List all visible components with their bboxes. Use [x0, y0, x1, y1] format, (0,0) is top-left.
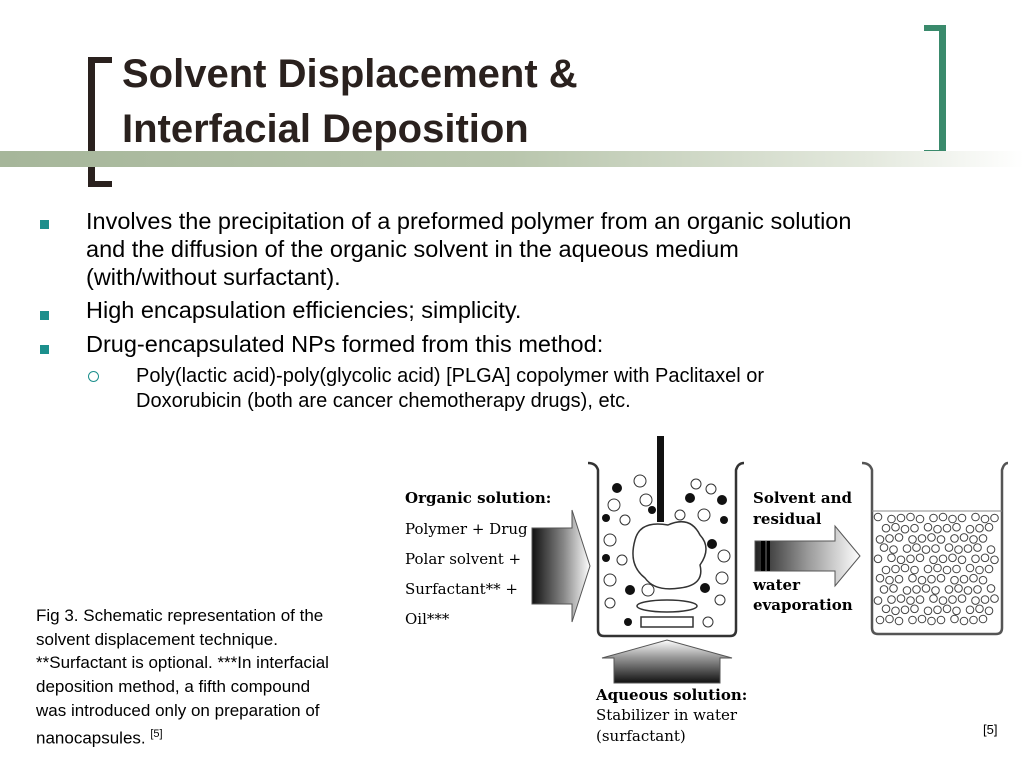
nanoparticle-icon — [892, 565, 900, 573]
nanoparticle-icon — [987, 546, 995, 554]
polymer-blob-icon — [633, 522, 706, 589]
nanoparticle-icon — [930, 595, 938, 603]
nanoparticle-icon — [966, 606, 974, 614]
nanoparticle-icon — [958, 595, 966, 603]
nanoparticle-icon — [909, 536, 917, 544]
nanoparticle-icon — [949, 554, 957, 562]
nanoparticle-icon — [966, 564, 974, 572]
nanoparticle-icon — [991, 556, 999, 564]
nanoparticle-icon — [937, 574, 945, 582]
nanoparticle-icon — [886, 576, 894, 584]
nanoparticle-icon — [874, 513, 882, 521]
nanoparticle-icon — [918, 535, 926, 543]
nanoparticle-icon — [911, 605, 919, 613]
nanoparticle-icon — [937, 536, 945, 544]
nanoparticle-icon — [882, 524, 890, 532]
nanoparticle-icon — [924, 523, 932, 531]
caption-reference: [5] — [150, 727, 163, 740]
nanoparticle-icon — [953, 523, 961, 531]
nanoparticle-icon — [951, 535, 959, 543]
nanoparticle-icon — [951, 615, 959, 623]
nanoparticle-icon — [960, 534, 968, 542]
nanoparticle-icon — [960, 617, 968, 625]
nanoparticle-icon — [876, 574, 884, 582]
nanoparticle-icon — [903, 545, 911, 553]
nanoparticle-icon — [882, 605, 890, 613]
nanoparticle-icon — [916, 554, 924, 562]
nanoparticle-icon — [890, 546, 898, 554]
nanoparticle-icon — [903, 587, 911, 595]
nanoparticle-icon — [979, 576, 987, 584]
nanoparticle-icon — [888, 554, 896, 562]
nanoparticle-icon — [939, 555, 947, 563]
nanoparticle-icon — [934, 525, 942, 533]
aqueous-item-1: Stabilizer in water — [596, 706, 738, 724]
nanoparticle-icon — [966, 525, 974, 533]
nanoparticle-icon — [974, 544, 982, 552]
nanoparticle-icon — [876, 616, 884, 624]
sub-bullet-line-2: Doxorubicin (both are cancer chemotherapy drugs), etc. — [136, 390, 631, 412]
nanoparticle-icon — [907, 555, 915, 563]
slide-title-line-1: Solvent Displacement & — [122, 52, 578, 96]
stirrer-rod-icon — [657, 436, 664, 522]
nanoparticle-icon — [972, 597, 980, 605]
caption-line-4: deposition method, a fifth compound — [36, 677, 311, 697]
nanoparticle-icon — [958, 556, 966, 564]
bullet-1-line-2: and the diffusion of the organic solvent in the aqueous medium — [86, 236, 739, 262]
nanoparticle-icon — [913, 586, 921, 594]
aqueous-inflow-arrow-icon — [602, 640, 732, 683]
nanoparticle-icon — [949, 596, 957, 604]
nanoparticle-icon — [928, 534, 936, 542]
nanoparticle-icon — [974, 586, 982, 594]
nanoparticle-icon — [943, 566, 951, 574]
nanoparticle-icon — [911, 566, 919, 574]
nanoparticle-icon — [924, 607, 932, 615]
nanoparticle-icon — [928, 575, 936, 583]
nanoparticle-icon — [979, 535, 987, 543]
nanoparticle-icon — [985, 565, 993, 573]
nanoparticle-icon — [972, 513, 980, 521]
nanoparticle-icon — [895, 617, 903, 625]
nanoparticle-icon — [928, 617, 936, 625]
nanoparticle-icon — [981, 596, 989, 604]
nanoparticle-icon — [943, 524, 951, 532]
nanoparticle-icon — [880, 544, 888, 552]
nanoparticle-icon — [955, 546, 963, 554]
nanoparticle-icon — [958, 514, 966, 522]
solvent-label-line-2: residual — [753, 510, 822, 528]
nanoparticle-icon — [934, 564, 942, 572]
nanoparticle-icon — [943, 605, 951, 613]
nanoparticle-icon — [909, 574, 917, 582]
footer-reference: [5] — [983, 722, 998, 737]
bullet-1-line-1: Involves the precipitation of a preformed polymer from an organic solution — [86, 208, 852, 234]
nanoparticle-icon — [981, 554, 989, 562]
organic-item-2: Polar solvent + — [405, 550, 522, 568]
nanoparticle-icon — [882, 566, 890, 574]
nanoparticle-icon — [901, 606, 909, 614]
nanoparticle-icon — [916, 596, 924, 604]
caption-last-line: nanocapsules. — [36, 728, 146, 748]
nanoparticle-icon — [945, 586, 953, 594]
nanoparticle-icon — [901, 525, 909, 533]
nanoparticle-icon — [890, 585, 898, 593]
nanoparticle-icon — [939, 597, 947, 605]
nanoparticle-icon — [985, 607, 993, 615]
water-label-line-2: evaporation — [753, 596, 853, 614]
caption-line-1: Fig 3. Schematic representation of the — [36, 606, 324, 625]
nanoparticle-icon — [932, 587, 940, 595]
nanoparticle-icon — [945, 544, 953, 552]
nanoparticle-icon — [874, 597, 882, 605]
inflow-arrow-icon — [532, 510, 590, 622]
nanoparticle-icon — [876, 536, 884, 544]
nanoparticle-icon — [892, 607, 900, 615]
nanoparticle-icon — [970, 574, 978, 582]
nanoparticle-icon — [949, 515, 957, 523]
nanoparticle-icon — [991, 514, 999, 522]
nanoparticle-icon — [924, 565, 932, 573]
sub-bullet-line-1: Poly(lactic acid)-poly(glycolic acid) [PLGA] copolymer with Paclitaxel or — [136, 365, 764, 387]
nanoparticle-icon — [951, 576, 959, 584]
nanoparticle-icon — [987, 585, 995, 593]
nanoparticle-icon — [897, 556, 905, 564]
aqueous-item-2: (surfactant) — [596, 727, 686, 745]
caption-line-2: solvent displacement technique. — [36, 629, 278, 649]
nanoparticle-icon — [874, 555, 882, 563]
nanoparticle-icon — [972, 555, 980, 563]
nanoparticle-icon — [888, 596, 896, 604]
nanoparticle-icon — [930, 514, 938, 522]
nanoparticle-icon — [886, 615, 894, 623]
nanoparticle-icon — [918, 615, 926, 623]
stir-bar-icon — [637, 600, 697, 612]
nanoparticle-icon — [916, 515, 924, 523]
stir-plate-icon — [641, 617, 693, 627]
nanoparticle-icon — [909, 616, 917, 624]
nanoparticle-icon — [913, 544, 921, 552]
nanoparticle-icon — [932, 545, 940, 553]
nanoparticles-cluster — [874, 513, 998, 625]
nanoparticle-icon — [907, 513, 915, 521]
nanoparticle-icon — [953, 607, 961, 615]
nanoparticle-icon — [991, 595, 999, 603]
organic-solution-title: Organic solution: — [405, 489, 552, 507]
caption-line-5: was introduced only on preparation of — [36, 700, 320, 720]
bullet-3-text: Drug-encapsulated NPs formed from this method: — [86, 331, 604, 357]
nanoparticle-icon — [895, 534, 903, 542]
nanoparticle-icon — [901, 564, 909, 572]
nanoparticle-icon — [964, 545, 972, 553]
nanoparticle-icon — [976, 566, 984, 574]
nanoparticle-icon — [970, 536, 978, 544]
nanoparticle-icon — [886, 535, 894, 543]
nanoparticle-icon — [981, 515, 989, 523]
nanoparticle-icon — [922, 585, 930, 593]
nanoparticle-icon — [976, 524, 984, 532]
nanoparticle-icon — [939, 513, 947, 521]
bullet-2-text: High encapsulation efficiencies; simplicity. — [86, 297, 522, 323]
nanoparticle-icon — [979, 615, 987, 623]
nanoparticle-icon — [911, 524, 919, 532]
nanoparticle-icon — [964, 587, 972, 595]
nanoparticle-icon — [934, 606, 942, 614]
nanoparticle-icon — [897, 514, 905, 522]
nanoparticle-icon — [918, 576, 926, 584]
nanoparticle-icon — [895, 575, 903, 583]
bullet-1-line-3: (with/without surfactant). — [86, 264, 341, 290]
nanoparticle-icon — [960, 575, 968, 583]
nanoparticle-icon — [880, 586, 888, 594]
slide-title-line-2: Interfacial Deposition — [122, 107, 529, 151]
nanoparticle-icon — [930, 556, 938, 564]
nanoparticle-icon — [922, 546, 930, 554]
organic-item-1: Polymer + Drug — [405, 520, 528, 538]
organic-item-3: Surfactant** + — [405, 580, 518, 598]
nanoparticle-icon — [892, 523, 900, 531]
nanoparticle-icon — [888, 515, 896, 523]
aqueous-solution-title: Aqueous solution: — [596, 686, 748, 704]
nanoparticle-icon — [976, 605, 984, 613]
solvent-label-line-1: Solvent and — [753, 489, 852, 507]
nanoparticle-icon — [955, 585, 963, 593]
nanoparticle-icon — [897, 595, 905, 603]
nanoparticle-icon — [953, 565, 961, 573]
water-label-line-1: water — [753, 576, 801, 594]
caption-line-3: **Surfactant is optional. ***In interfacial — [36, 653, 329, 673]
nanoparticle-icon — [937, 616, 945, 624]
nanoparticle-icon — [970, 616, 978, 624]
nanoparticle-icon — [985, 523, 993, 531]
nanoparticle-icon — [907, 597, 915, 605]
organic-item-4: Oil*** — [405, 610, 450, 628]
